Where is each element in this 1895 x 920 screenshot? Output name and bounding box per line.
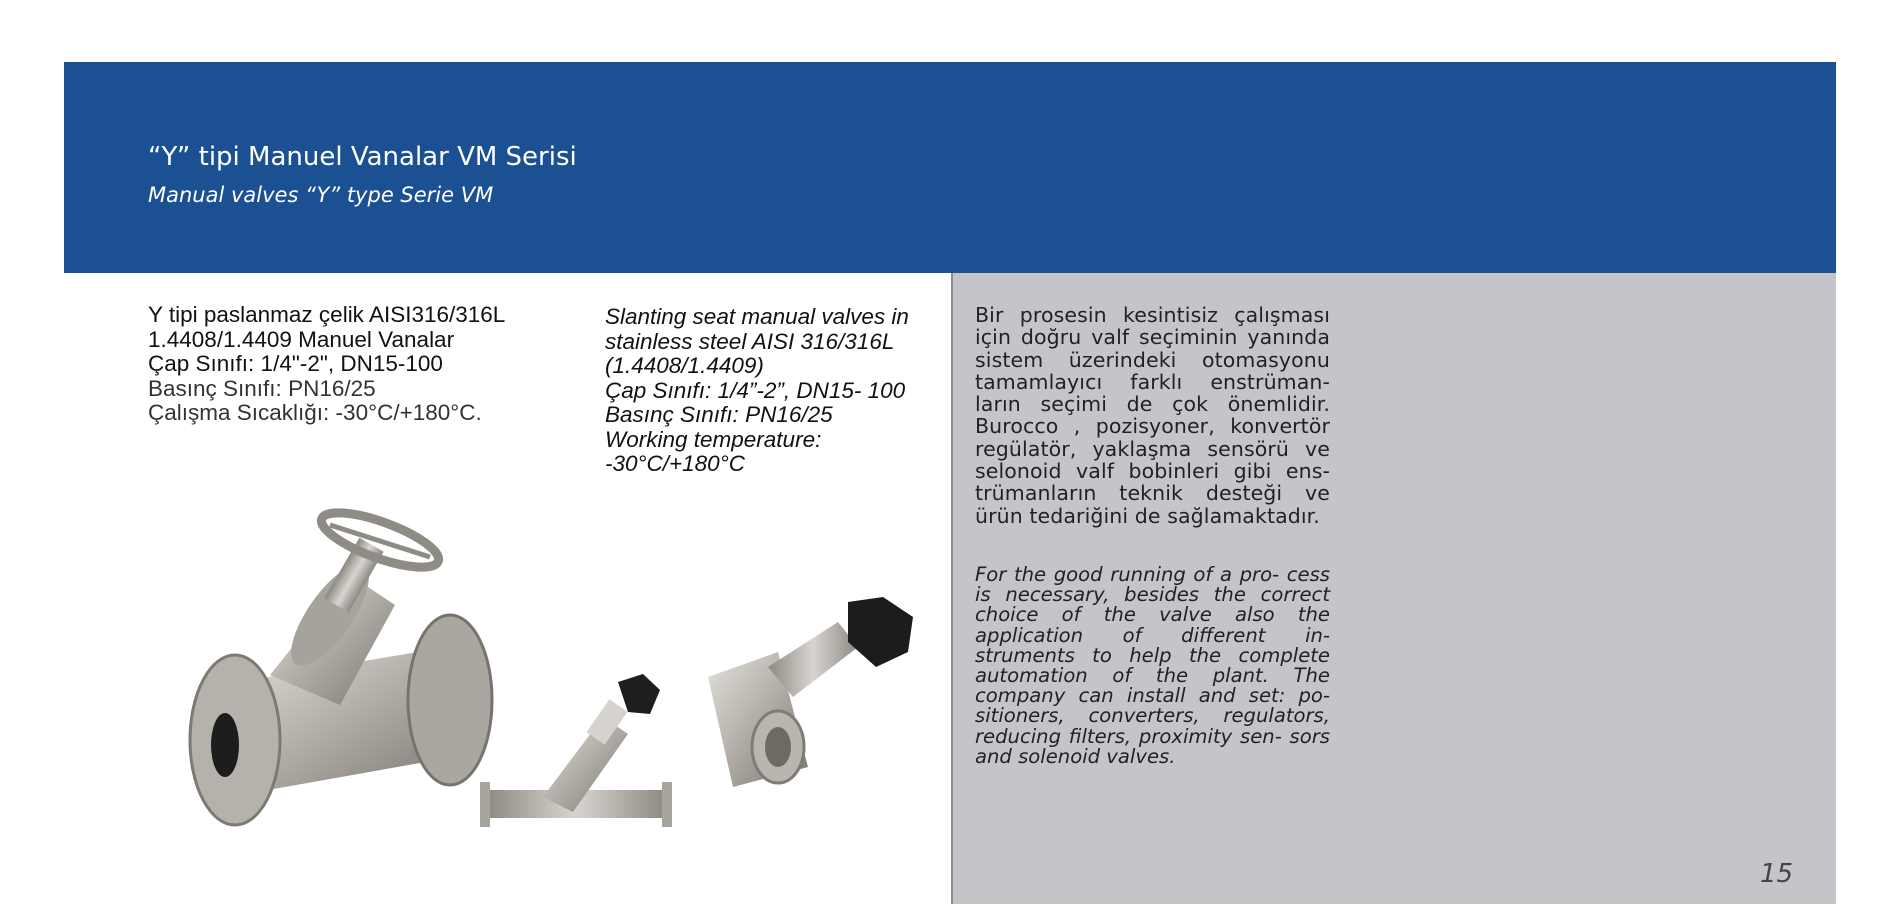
page-subtitle: Manual valves “Y” type Serie VM	[148, 183, 494, 207]
spec-line: -30°C/+180°C	[605, 451, 745, 476]
flanged-y-valve-image	[180, 505, 510, 840]
specs-english	[605, 305, 909, 477]
spec-line: (1.4408/1.4409)	[605, 353, 764, 378]
spec-line: Çap Sınıfı: 1/4"-2", DN15-100	[148, 351, 443, 376]
threaded-angle-valve-image	[698, 597, 918, 797]
spec-line: Working temperature:	[605, 426, 822, 452]
spec-line: Y tipi paslanmaz çelik AISI316/316L	[148, 302, 506, 327]
spec-line: 1.4408/1.4409 Manuel Vanalar	[148, 326, 455, 352]
specs-turkish	[148, 303, 505, 426]
spec-line: Slanting seat manual valves in	[605, 304, 909, 329]
clamp-y-valve-image	[478, 672, 678, 842]
page-title: “Y” tipi Manuel Vanalar VM Serisi	[148, 142, 577, 172]
description-english: For the good running of a pro- cess is necessary, besides the correct choice of the valve also the application of different in- struments to help the complete automation of the plant. The company can install and set: po- sitioners, converters, regulators, reducing filters, proximity sen- sors and solenoid valves.	[975, 563, 1330, 768]
spec-line: Çalışma Sıcaklığı: -30°C/+180°C.	[148, 400, 482, 425]
page-number: 15	[1760, 859, 1794, 889]
spec-line: Basınç Sınıfı: PN16/25	[148, 375, 376, 401]
spec-line: Basınç Sınıfı: PN16/25	[605, 402, 833, 427]
spec-line: stainless steel AISI 316/316L	[605, 328, 895, 354]
description-turkish: Bir prosesin kesintisiz çalışması için doğru valf seçiminin yanında sistem üzerindeki otomasyonu tamamlayıcı farklı enstrüman- ların seçimi de çok önemlidir. Burocco , pozisyoner, konvertör regülatör, yaklaşma sensörü ve selonoid valf bobinleri gibi ens- trümanların teknik desteği ve ürün tedariğini de sağlamaktadır.	[975, 303, 1330, 528]
spec-line: Çap Sınıfı: 1/4”-2”, DN15- 100	[605, 377, 906, 403]
